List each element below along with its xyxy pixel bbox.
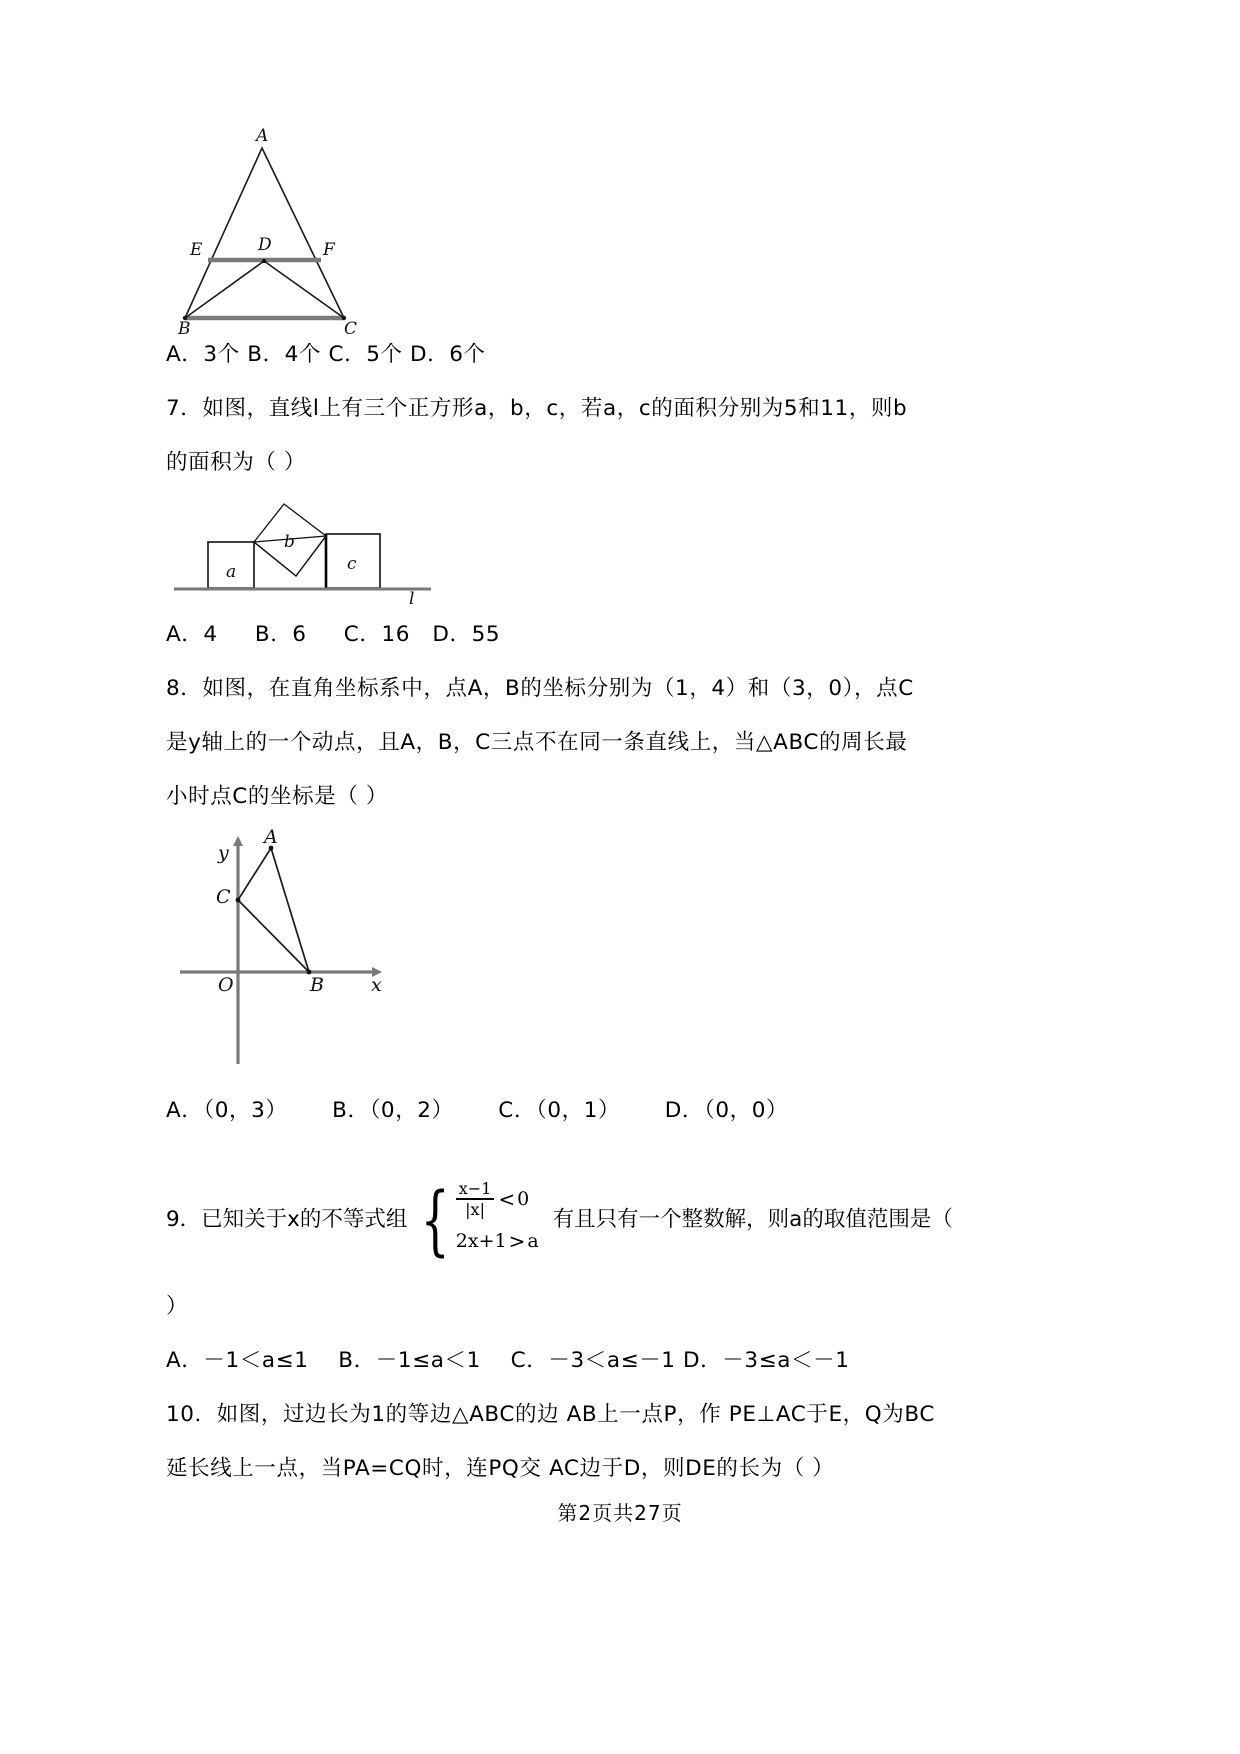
- q9-rhs-second: a: [527, 1230, 539, 1252]
- q9-relation-second: >: [508, 1229, 526, 1253]
- axes-label-C: C: [216, 886, 231, 908]
- q9-inequality-system: [411, 1175, 539, 1264]
- page-footer: 第2页共27页: [557, 1501, 683, 1525]
- q9-rhs-first: 0: [517, 1188, 530, 1210]
- square-label-b: b: [284, 532, 295, 552]
- triangle-abc-figure: [166, 100, 1074, 339]
- q9-options-line: A．－1＜a≤1 B．－1≤a＜1 C．－3＜a≤－1 D．－3≤a＜－1: [166, 1348, 850, 1373]
- triangle-label-C: C: [344, 319, 358, 339]
- q7-options-line: A．4 B．6 C．16 D．55: [166, 622, 501, 647]
- left-brace-icon: {: [421, 1175, 451, 1264]
- q9-fraction-numerator: x−1: [458, 1179, 492, 1199]
- q9-fraction: [456, 1180, 495, 1217]
- line-label-l: l: [409, 589, 415, 609]
- q9-relation-first: <: [498, 1187, 516, 1211]
- q9-lhs-second: 2x+1: [455, 1230, 507, 1252]
- q8-line-2: 是y轴上的一个动点，且A，B，C三点不在同一条直线上，当△ABC的周长最: [166, 730, 908, 755]
- q7-line-1: 7．如图，直线l上有三个正方形a，b，c，若a，c的面积分别为5和11，则b: [166, 396, 908, 421]
- q8-options-line: A．（0，3） B．（0，2） C．（0，1） D．（0，0）: [166, 1098, 789, 1123]
- triangle-label-E: E: [190, 240, 203, 260]
- coordinate-svg: [166, 824, 396, 1072]
- q9-suffix: 有且只有一个整数解，则a的取值范围是（: [552, 1207, 953, 1232]
- q8-line-3: 小时点C的坐标是（ ）: [166, 784, 388, 809]
- q9-inequality-first: [456, 1178, 539, 1220]
- axes-label-A: A: [264, 826, 278, 848]
- triangle-label-A: A: [256, 126, 269, 146]
- coordinate-figure: [166, 824, 1074, 1072]
- page-content: [166, 100, 1074, 1496]
- q9-line-2: ）: [166, 1294, 189, 1319]
- square-label-a: a: [226, 562, 237, 582]
- q10-line-2: 延长线上一点，当PA=CQ时，连PQ交 AC边于D，则DE的长为（ ）: [166, 1456, 835, 1481]
- triangle-label-D: D: [258, 235, 272, 255]
- q6-options-line: A．3个 B．4个 C．5个 D．6个: [166, 342, 486, 367]
- q9-line-1: [166, 1175, 1074, 1264]
- axes-label-B: B: [310, 974, 324, 996]
- triangle-label-F: F: [323, 240, 335, 260]
- q7-line-2: 的面积为（ ）: [166, 450, 307, 475]
- q9-fraction-denominator: |x|: [465, 1199, 485, 1219]
- axes-label-y: y: [218, 842, 229, 864]
- square-label-c: c: [347, 554, 357, 574]
- q9-prefix: 9．已知关于x的不等式组: [166, 1207, 408, 1232]
- q9-inequality-second: [456, 1220, 539, 1262]
- three-squares-figure: [166, 490, 1074, 608]
- axes-label-O: O: [218, 974, 234, 996]
- axes-label-x: x: [371, 974, 382, 996]
- triangle-label-B: B: [178, 319, 191, 339]
- three-squares-svg: [166, 490, 446, 606]
- q8-line-1: 8．如图，在直角坐标系中，点A，B的坐标分别为（1，4）和（3，0），点C: [166, 676, 914, 701]
- q9-inequalities: [456, 1178, 539, 1262]
- q10-line-1: 10．如图，过边长为1的等边△ABC的边 AB上一点P，作 PE⊥AC于E，Q为BC: [166, 1402, 935, 1427]
- triangle-abc-svg: [166, 100, 426, 328]
